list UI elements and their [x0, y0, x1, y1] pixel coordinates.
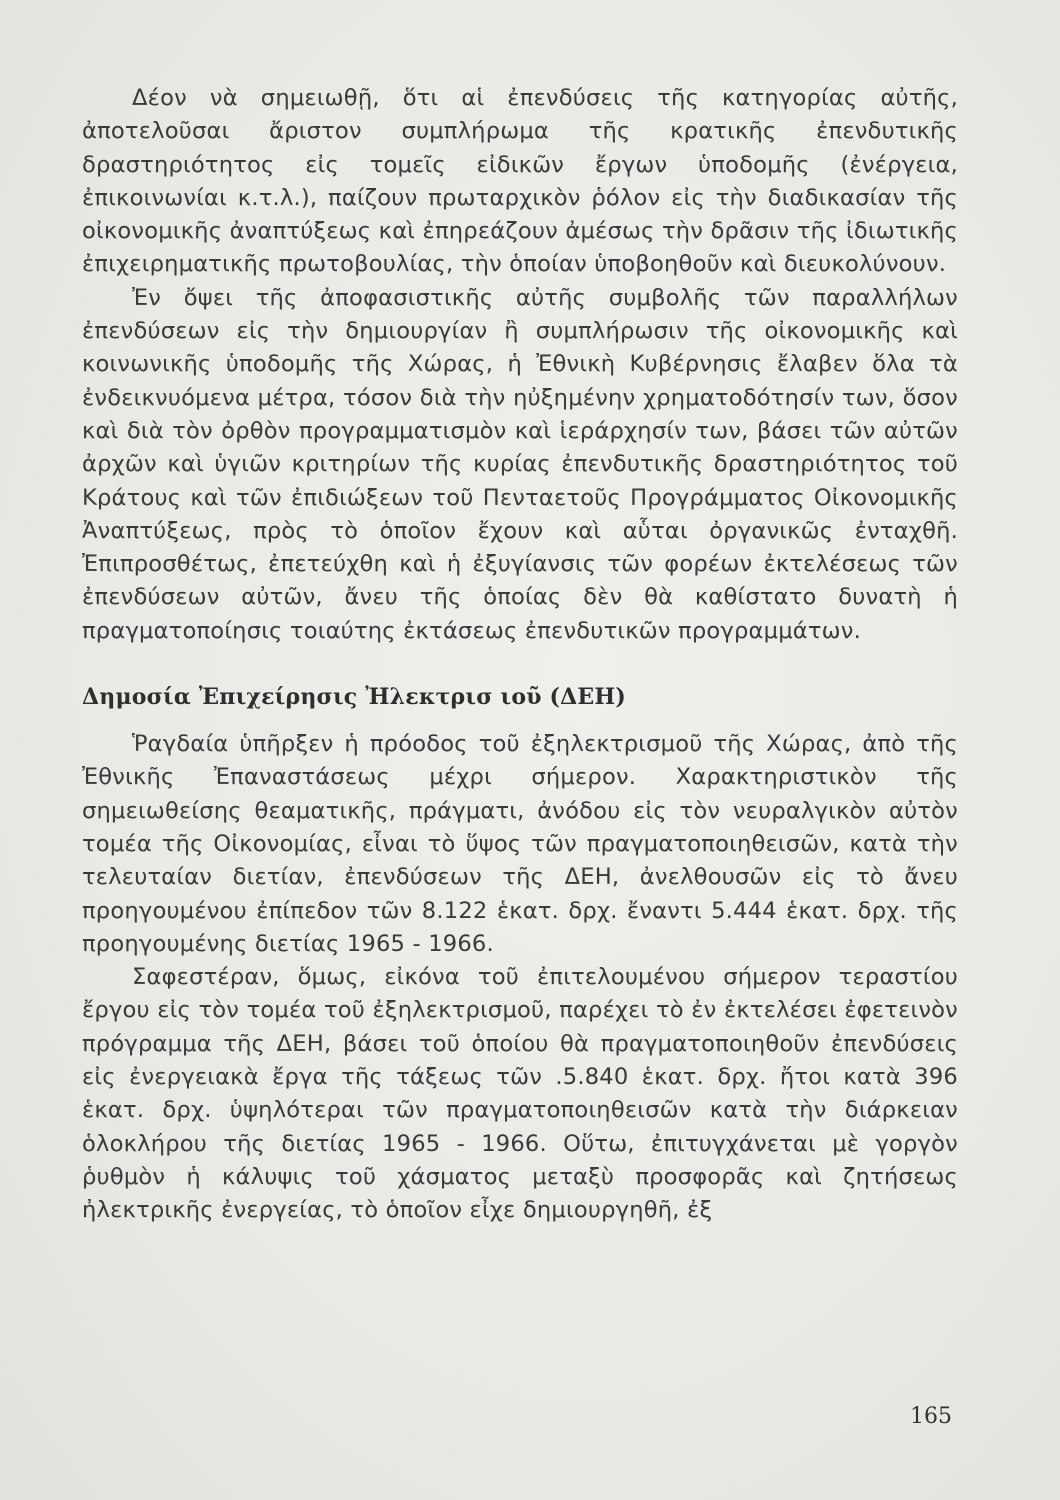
section-heading-dei: Δημοσία Ἐπιχείρησις Ἠλεκτρισ ιοῦ (ΔΕΗ)	[82, 684, 627, 711]
paragraph-dei-program: Σαφεστέραν, ὅμως, εἰκόνα τοῦ ἐπιτελουμένου σήμερον τεραστίου ἔργου εἰς τὸν τομέα τοῦ ἐξηλεκτρισμοῦ, παρέχει τὸ ἐν ἐκτελέσει ἐφετεινὸν πρόγραμμα τῆς ΔΕΗ, βάσει τοῦ ὁποίου θὰ πραγματοποιηθοῦν ἐπενδύσεις εἰς ἐνεργειακὰ ἔργα τῆς τάξεως τῶν .5.840 ἑκατ. δρχ. ἤτοι κατὰ 396 ἑκατ. δρχ. ὑψηλότεραι τῶν πραγματοποιηθεισῶν κατὰ τὴν διάρκειαν ὁλοκλήρου τῆς διετίας 1965 - 1966. Οὕτω, ἐπιτυγχάνεται μὲ γοργὸν ῥυθμὸν ἡ κάλυψις τοῦ χάσματος μεταξὺ προσφορᾶς καὶ ζητήσεως ἠλεκτρικῆς ἐνεργείας, τὸ ὁποῖον εἶχε δημιουργηθῆ, ἐξ	[82, 964, 958, 1224]
page-number: 165	[910, 1404, 952, 1429]
paragraph-government-measures: Ἐν ὄψει τῆς ἀποφασιστικῆς αὐτῆς συμβολῆς τῶν παραλλήλων ἐπενδύσεων εἰς τὴν δημιουργίαν ἢ συμπλήρωσιν τῆς οἰκονομικῆς καὶ κοινωνικῆς ὑποδομῆς τῆς Χώρας, ἡ Ἐθνικὴ Κυβέρνησις ἔλαβεν ὅλα τὰ ἐνδεικνυόμενα μέτρα, τόσον διὰ τὴν ηὐξημένην χρηματοδότησίν των, ὅσον καὶ διὰ τὸν ὀρθὸν προγραμματισμὸν καὶ ἱεράρχησίν των, βάσει τῶν αὐτῶν ἀρχῶν καὶ ὑγιῶν κριτηρίων τῆς κυρίας ἐπενδυτικῆς δραστηριότητος τοῦ Κράτους καὶ τῶν ἐπιδιώξεων τοῦ Πενταετοῦς Προγράμματος Οἰκονομικῆς Ἀναπτύξεως, πρὸς τὸ ὁποῖον ἔχουν καὶ αὗται ὀργανικῶς ἐνταχθῆ. Ἐπιπροσθέτως, ἐπετεύχθη καὶ ἡ ἐξυγίανσις τῶν φορέων ἐκτελέσεως τῶν ἐπενδύσεων αὐτῶν, ἄνευ τῆς ὁποίας δὲν θὰ καθίστατο δυνατὴ ἡ πραγματοποίησις τοιαύτης ἐκτάσεως ἐπενδυτικῶν προγραμμάτων.	[82, 284, 958, 644]
paragraph-investments-note: Δέον νὰ σημειωθῇ, ὅτι αἱ ἐπενδύσεις τῆς κατηγορίας αὐτῆς, ἀποτελοῦσαι ἄριστον συμπλήρωμα τῆς κρατικῆς ἐπενδυτικῆς δραστηριότητος εἰς τομεῖς εἰδικῶν ἔργων ὑποδομῆς (ἐνέργεια, ἐπικοινωνίαι κ.τ.λ.), παίζουν πρωταρχικὸν ῥόλον εἰς τὴν διαδικασίαν τῆς οἰκονομικῆς ἀναπτύξεως καὶ ἐπηρεάζουν ἀμέσως τὴν δρᾶσιν τῆς ἰδιωτικῆς ἐπιχειρηματικῆς πρωτοβουλίας, τὴν ὁποίαν ὑποβοηθοῦν καὶ διευκολύνουν.	[82, 85, 958, 278]
paragraph-electrification-progress: Ῥαγδαία ὑπῆρξεν ἡ πρόοδος τοῦ ἐξηλεκτρισμοῦ τῆς Χώρας, ἀπὸ τῆς Ἐθνικῆς Ἐπαναστάσεως μέχρι σήμερον. Χαρακτηριστικὸν τῆς σημειωθείσης θεαματικῆς, πράγματι, ἀνόδου εἰς τὸν νευραλγικὸν αὐτὸν τομέα τῆς Οἰκονομίας, εἶναι τὸ ὕψος τῶν πραγματοποιηθεισῶν, κατὰ τὴν τελευταίαν διετίαν, ἐπενδύσεων τῆς ΔΕΗ, ἀνελθουσῶν εἰς τὸ ἄνευ προηγουμένου ἐπίπεδον τῶν 8.122 ἑκατ. δρχ. ἔναντι 5.444 ἑκατ. δρχ. τῆς προηγουμένης διετίας 1965 - 1966.	[82, 731, 958, 957]
page-body	[82, 82, 958, 1228]
